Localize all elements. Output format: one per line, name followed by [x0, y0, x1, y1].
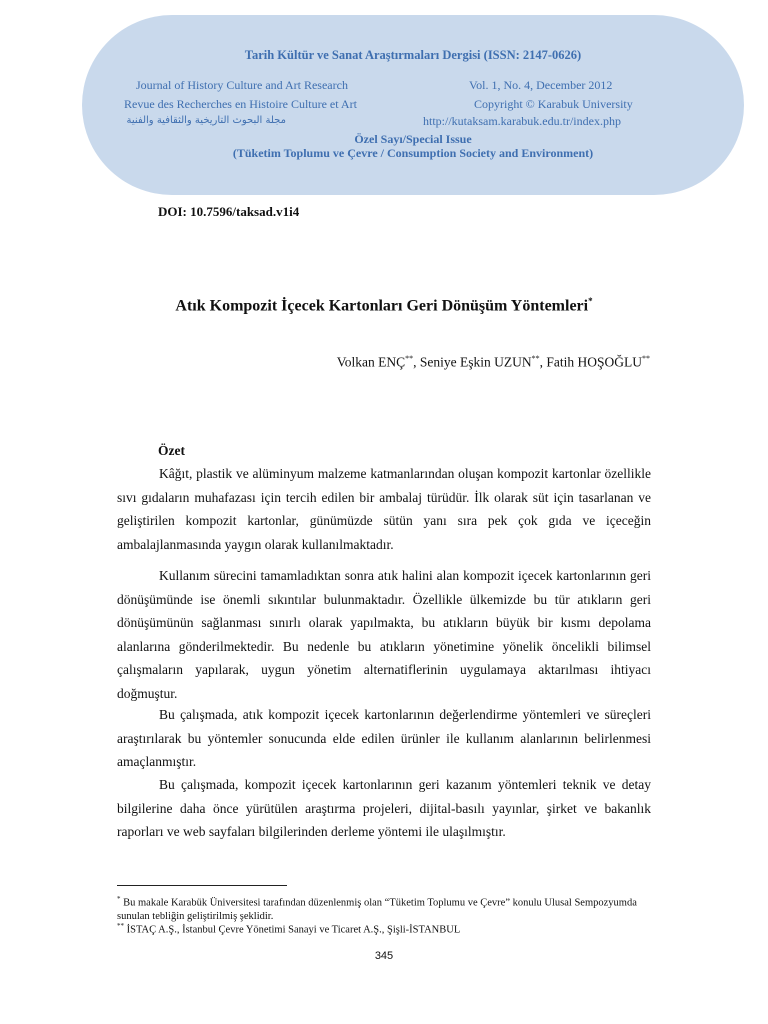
footnote-text: İSTAÇ A.Ş., İstanbul Çevre Yönetimi Sanayi ve Ticaret A.Ş., Şişli-İSTANBUL	[124, 924, 461, 936]
footnote	[117, 893, 651, 923]
journal-name-english: Journal of History Culture and Art Research	[136, 78, 348, 92]
author-name: Volkan ENÇ	[336, 354, 406, 370]
special-issue-label: Özel Sayı/Special Issue	[354, 132, 472, 146]
footnote-text: Bu makale Karabük Üniversitesi tarafından düzenlenmiş olan “Tüketim Toplumu ve Çevre” konulu Ulusal Sempozyumda sunulan tebliğin geliştirilmiş şeklidir.	[117, 897, 637, 922]
footnote-mark: **	[117, 922, 124, 930]
footnote-mark: *	[117, 895, 121, 903]
abstract-paragraph: Bu çalışmada, atık kompozit içecek kartonlarının değerlendirme yöntemleri ve süreçleri araştırılarak bu yöntemler sonucunda elde edilen ürünler ile kullanım alanlarının belirlenmesi amaçlanmıştır.	[117, 707, 651, 770]
journal-title: Tarih Kültür ve Sanat Araştırmaları Dergisi (ISSN: 2147-0626)	[244, 48, 582, 62]
article-title-footnote-mark: *	[588, 296, 593, 306]
abstract-paragraph: Kullanım sürecini tamamladıktan sonra atık halini alan kompozit içecek kartonlarının geri dönüşümünde ise önemli sıkıntılar bulunmaktadır. Özellikle ülkemizde bu tür atıkların geri dönüşümünün sağlanması sınırlı olarak yapılmakta, bu atıkların büyük bir kısmı depolama alanlarına gönderilmektedir. Bu nedenle bu atıkların yönetimine yönelik öncelikli bilimsel çalışmaların yapılarak, uygun yönetim alternatiflerinin uygulamaya aktarılması ihtiyacı doğmuştur.	[117, 568, 651, 701]
journal-name-french: Revue des Recherches en Histoire Culture et Art	[124, 97, 357, 111]
author-footnote-mark: **	[531, 354, 540, 363]
author-footnote-mark: **	[405, 354, 414, 363]
journal-name-arabic: مجلة البحوث التاريخية والثقافية والفنية	[126, 115, 286, 126]
article-title	[0, 296, 768, 315]
page-number: 345	[374, 950, 394, 962]
footnote	[117, 920, 651, 937]
doi-link[interactable]: DOI: 10.7596/taksad.v1i4	[158, 204, 300, 219]
author-separator: ,	[539, 354, 547, 370]
journal-url-link[interactable]: http://kutaksam.karabuk.edu.tr/index.php	[423, 114, 621, 128]
author-footnote-mark: **	[642, 354, 650, 363]
journal-copyright: Copyright © Karabuk University	[474, 97, 633, 111]
author-name: Fatih HOŞOĞLU	[546, 354, 642, 370]
author-separator: ,	[413, 354, 420, 370]
footnote-divider	[117, 885, 287, 886]
author-name: Seniye Eşkin UZUN	[419, 354, 532, 370]
abstract-paragraph: Bu çalışmada, kompozit içecek kartonlarının geri kazanım yöntemleri teknik ve detay bilgilerine daha önce yürütülen araştırma projeleri, dijital-basılı yayınlar, şirket ve bakanlık raporları ve web sayfaları bilgilerinden derleme yöntemi ile ulaşılmıştır.	[117, 777, 651, 840]
special-issue-subtitle: (Tüketim Toplumu ve Çevre / Consumption Society and Environment)	[232, 146, 594, 160]
abstract-paragraph: Kâğıt, plastik ve alüminyum malzeme katmanlarından oluşan kompozit kartonlar özellikle sıvı gıdaların muhafazası için tercih edilen bir ambalaj türüdür. İlk olarak süt için tasarlanan ve geliştirilen kompozit kartonlar, günümüzde sütün yanı sıra pek çok gıda ve içeceğin ambalajlanmasında yaygın olarak kullanılmaktadır.	[117, 466, 651, 552]
abstract-heading: Özet	[158, 443, 185, 458]
journal-volume: Vol. 1, No. 4, December 2012	[469, 78, 613, 92]
article-title-text: Atık Kompozit İçecek Kartonları Geri Dönüşüm Yöntemleri	[175, 297, 589, 315]
author-list	[337, 354, 650, 371]
